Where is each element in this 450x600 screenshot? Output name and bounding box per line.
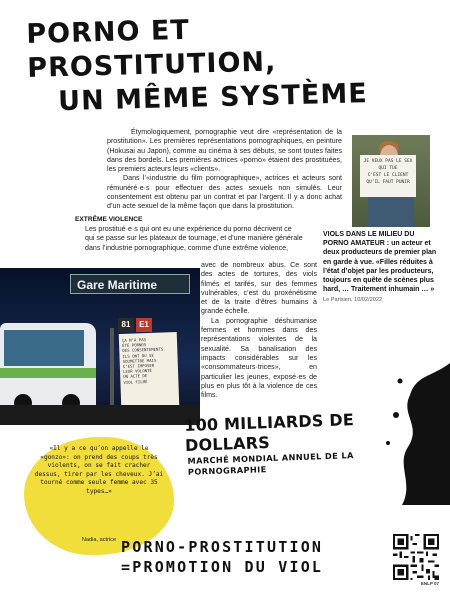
actress-quote: «Il y a ce qu’on appelle le «gonzo»: on prend des coups très violents, on se fait cracher dessus, tirer par les cheveux. J’ai tourné comme seule femme avec 35 types…» bbox=[34, 445, 164, 495]
side-quote-lead: VIOLS DANS LE MILIEU DU PORNO AMATEUR bbox=[323, 231, 415, 248]
market-stat bbox=[184, 407, 431, 478]
placard-line: UN ACTE DE bbox=[123, 373, 148, 380]
bus-stripe bbox=[0, 368, 96, 378]
section-line: qui se passe sur les plateaux de tournage, et d’une manière générale bbox=[85, 234, 303, 243]
bus-window bbox=[4, 330, 84, 366]
side-quote-text: : un acteur et deux producteurs de premier plan en garde à vue. «Filles réduites à l’état d’objet par les producteurs, toujours en quête de scènes plus hard, … Traitement inhumain … » bbox=[323, 240, 437, 294]
slogan-line-1: PORNO-PROSTITUTION bbox=[121, 538, 324, 556]
placard-line: ÇA N’A PAS bbox=[121, 337, 147, 343]
placard-line: LEUR VOLONTÉ bbox=[122, 368, 153, 375]
intro-paragraph: Dans l’«industrie du film pornographique», actrices et acteurs sont rémunéré·e·s pour effectuer des actes sexuels non simulés. Leur consentement est obtenu par un contrat et par l’argent. Il y a donc achat d’un acte sexuel de la même façon que dans la prostitution. bbox=[107, 174, 342, 211]
station-sign: Gare Maritime bbox=[70, 274, 190, 294]
section-heading: EXTRÊME VIOLENCE bbox=[75, 216, 143, 223]
market-stat-caption: MARCHÉ MONDIAL ANNUEL DE LA PORNOGRAPHIE bbox=[187, 450, 354, 477]
section-intro bbox=[75, 225, 317, 253]
page-title bbox=[26, 7, 439, 120]
route-badge: E1 bbox=[136, 318, 152, 332]
slogan bbox=[121, 537, 396, 577]
section-body bbox=[201, 261, 317, 400]
protester-sign bbox=[360, 155, 416, 197]
section-paragraph: La pornographie déshumanise femmes et hommes dans des représentations violentes de la sexualité. Sa banalisation des impacts considérables sur les «consommateurs·trices», en particulier les jeunes, exposé·es de plus en plus tôt à la violence de ces films. bbox=[201, 316, 317, 400]
protester-sign-line: QUI TUE bbox=[378, 166, 398, 171]
side-quote bbox=[323, 230, 439, 306]
qr-caption: ENLP 07 bbox=[420, 581, 439, 586]
placard-line: VIOL FILMÉ bbox=[123, 378, 148, 385]
section-line: dans l’industrie pornographique, comme d’une extrême violence, bbox=[85, 243, 289, 252]
title-line-2: UN MÊME SYSTÈME bbox=[57, 78, 369, 118]
protester-sign-line: QU’IL FAUT PUNIR bbox=[366, 180, 410, 185]
section-line: Les prostitué·e·s qui ont eu une expérience du porno décrivent ce bbox=[85, 225, 292, 233]
actress-quote-author: Nadia, actrice bbox=[81, 537, 117, 543]
ground bbox=[0, 405, 200, 425]
intro-paragraph: Étymologiquement, pornographie veut dire «représentation de la prostitution». Les premières représentations pornographiques, en peinture (Hokusai au Japon), comme au cinéma à ses débuts, se sont toutes faites dans des bordels. Les premières actrices «porno» étaient des prostituées, les premiers acteurs leurs «clients». bbox=[107, 128, 342, 174]
route-badge: 81 bbox=[118, 318, 134, 332]
placard-line: SOUMETTRE MAIS bbox=[122, 357, 157, 364]
placard-line: ILS ONT DU SE bbox=[122, 352, 154, 359]
qr-code[interactable] bbox=[393, 534, 439, 580]
station-photo bbox=[0, 268, 200, 425]
title-line-1: PORNO ET PROSTITUTION, bbox=[26, 14, 277, 84]
protester-photo bbox=[352, 135, 430, 227]
placard-line: DES CONSENTEMENTS bbox=[122, 346, 164, 354]
protester-sign-line: JE VEUX PAS LE SEX bbox=[363, 159, 413, 164]
placard-line: ÉTÉ PORNOS bbox=[122, 342, 147, 349]
section-paragraph: avec de nombreux abus. Ce sont des actes de tortures, des viols filmés et tarifés, sur des femmes vulnérables, c’est du proxénétisme et de la traite d’êtres humains à grande échelle. bbox=[201, 261, 317, 316]
side-quote-source: Le Parisien, 10/02/2022 bbox=[323, 297, 383, 304]
slogan-line-2: =PROMOTION DU VIOL bbox=[121, 558, 324, 576]
protest-placard bbox=[119, 332, 180, 408]
placard-line: C’EST IMPOSER bbox=[122, 362, 155, 369]
intro-text bbox=[107, 128, 342, 212]
protester-sign-line: C’EST LE CLIENT bbox=[367, 173, 409, 178]
market-stat-value: 100 MILLIARDS DE DOLLARS bbox=[184, 410, 355, 455]
